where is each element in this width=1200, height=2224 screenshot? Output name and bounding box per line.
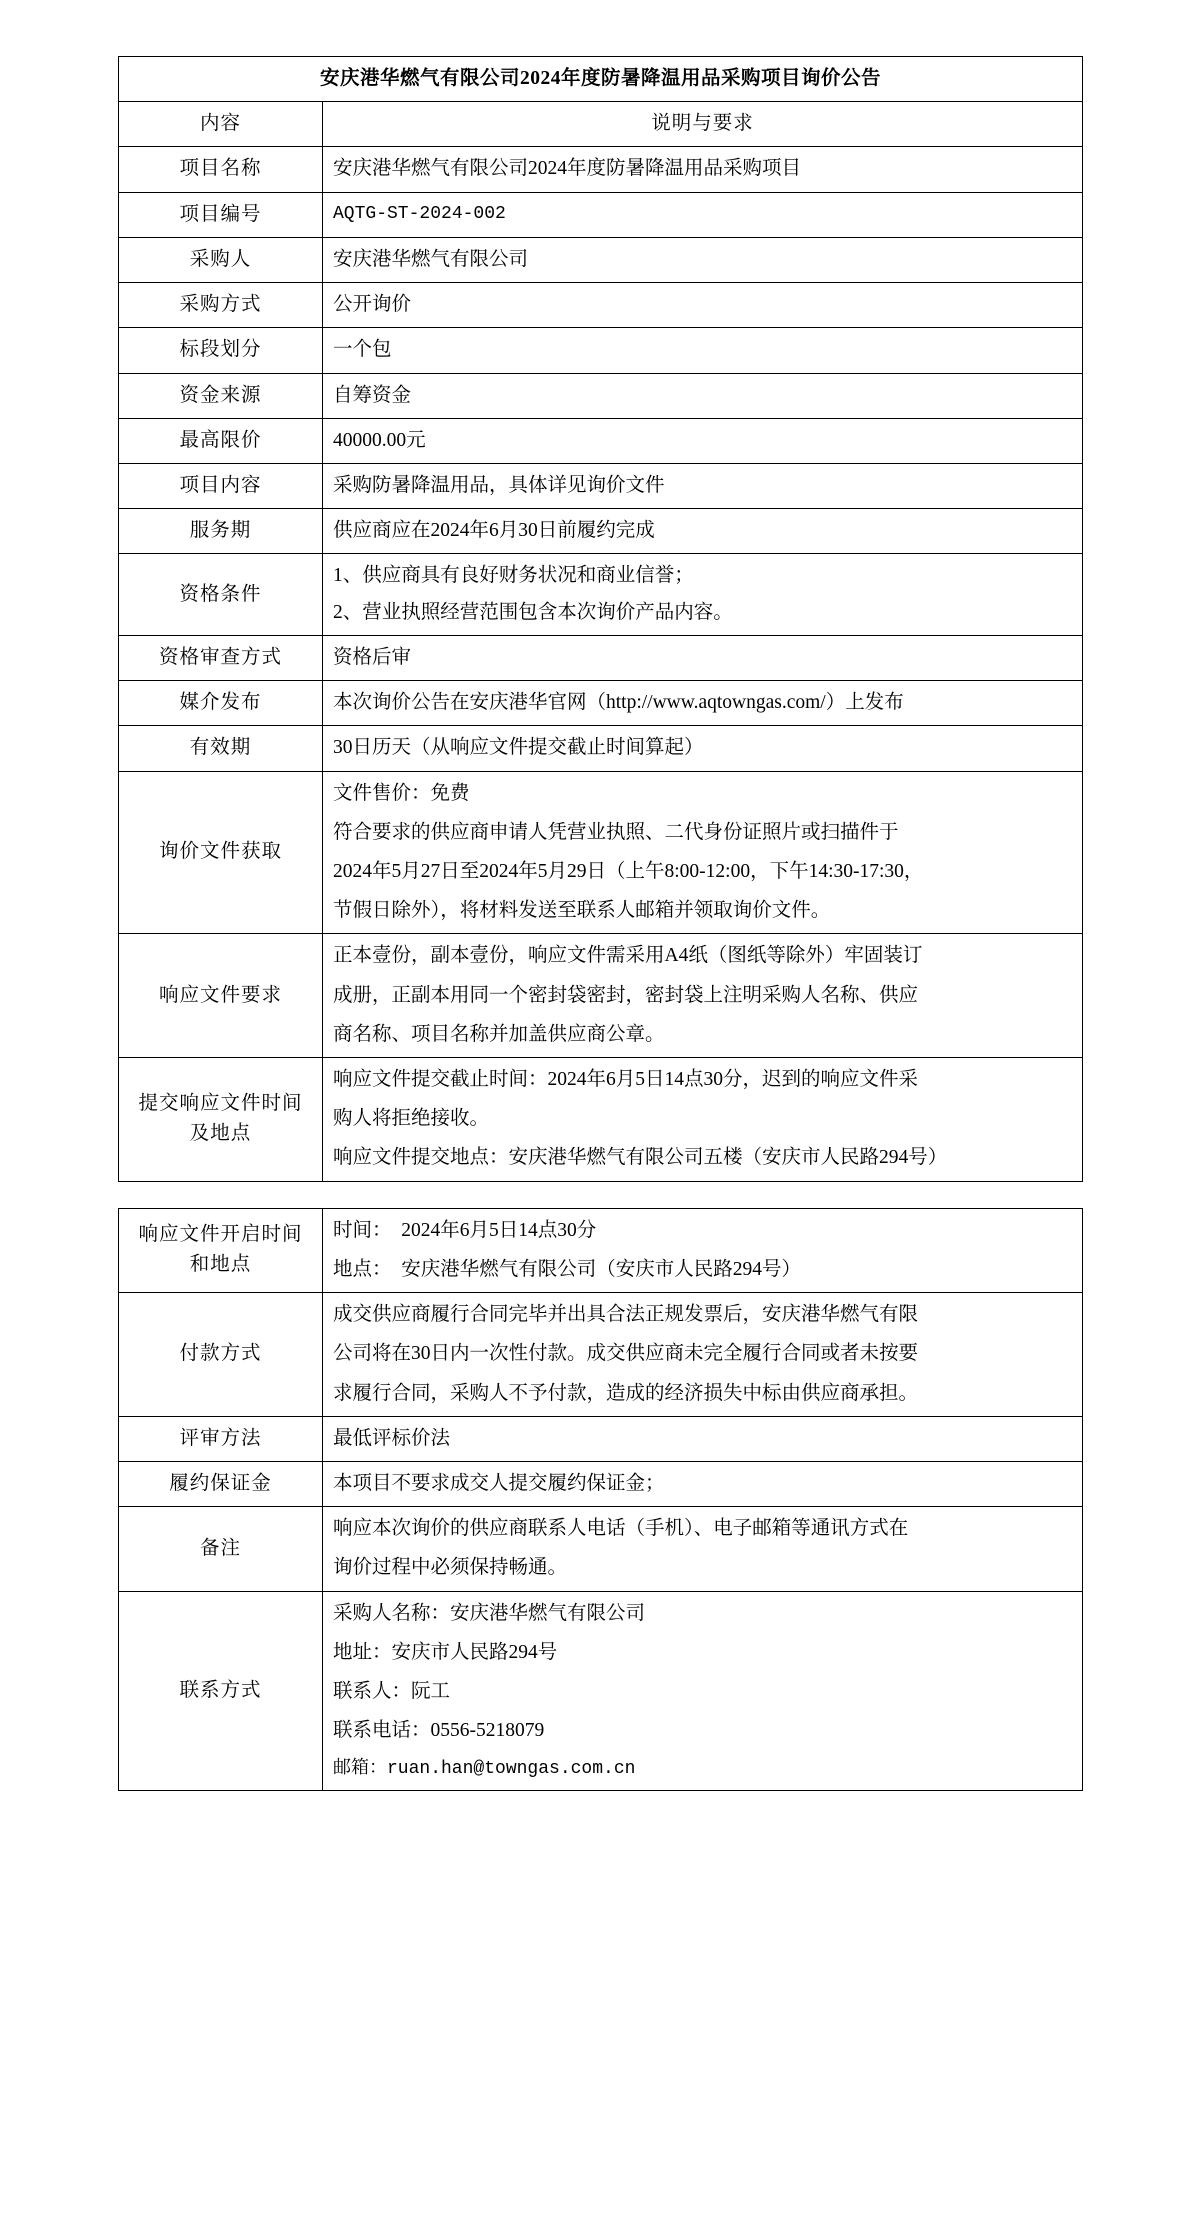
row-value xyxy=(323,192,1083,237)
row-value-line: 节假日除外），将材料发送至联系人邮箱并领取询价文件。 xyxy=(333,900,831,922)
row-value-line: 时间： 2024年6月5日14点30分 xyxy=(333,1219,597,1241)
row-value-line: 供应商应在2024年6月30日前履约完成 xyxy=(333,520,655,542)
row-value xyxy=(323,147,1083,192)
row-label: 项目编号 xyxy=(119,192,323,237)
row-value xyxy=(323,681,1083,726)
table-row-title xyxy=(119,57,1083,102)
table-gap xyxy=(118,1182,1082,1208)
table-row-header xyxy=(119,102,1083,147)
table-row xyxy=(119,237,1083,282)
row-label: 资金来源 xyxy=(119,373,323,418)
row-value-line: 40000.00元 xyxy=(333,429,426,451)
row-value-line: AQTG-ST-2024-002 xyxy=(333,203,506,224)
column-header-content: 内容 xyxy=(119,102,323,147)
table-row xyxy=(119,1462,1083,1507)
row-value-line: 商名称、项目名称并加盖供应商公章。 xyxy=(333,1023,665,1045)
row-label: 付款方式 xyxy=(119,1293,323,1417)
row-value-line: 联系电话：0556-5218079 xyxy=(333,1720,545,1742)
row-label: 响应文件要求 xyxy=(119,934,323,1058)
announcement-table-continued xyxy=(118,1208,1083,1792)
table-row xyxy=(119,463,1083,508)
row-value xyxy=(323,509,1083,554)
row-value-line: 公司将在30日内一次性付款。成交供应商未完全履行合同或者未按要 xyxy=(333,1343,919,1365)
row-value xyxy=(323,1208,1083,1292)
table-row xyxy=(119,681,1083,726)
row-value xyxy=(323,237,1083,282)
row-value-line: 响应文件提交截止时间：2024年6月5日14点30分，迟到的响应文件采 xyxy=(333,1069,919,1091)
row-value-line: 公开询价 xyxy=(333,294,412,316)
row-label: 采购方式 xyxy=(119,283,323,328)
row-value-line: 1、供应商具有良好财务状况和商业信誉； xyxy=(333,565,694,587)
row-label: 响应文件开启时间和地点 xyxy=(119,1208,323,1292)
row-value xyxy=(323,1507,1083,1591)
row-label: 联系方式 xyxy=(119,1591,323,1791)
table-row xyxy=(119,147,1083,192)
row-value xyxy=(323,463,1083,508)
row-value xyxy=(323,373,1083,418)
row-label: 服务期 xyxy=(119,509,323,554)
table-row xyxy=(119,1058,1083,1182)
row-value xyxy=(323,1058,1083,1182)
row-value-line: 资格后审 xyxy=(333,646,412,668)
table-row xyxy=(119,1416,1083,1461)
row-label: 有效期 xyxy=(119,726,323,771)
row-label: 提交响应文件时间及地点 xyxy=(119,1058,323,1182)
table-row xyxy=(119,771,1083,934)
table-row xyxy=(119,635,1083,680)
table-row xyxy=(119,1507,1083,1591)
row-value-line: 成册，正副本用同一个密封袋密封，密封袋上注明采购人名称、供应 xyxy=(333,984,919,1006)
table-row xyxy=(119,283,1083,328)
table-row xyxy=(119,554,1083,635)
row-value-line: 正本壹份，副本壹份，响应文件需采用A4纸（图纸等除外）牢固装订 xyxy=(333,945,923,967)
table-row xyxy=(119,418,1083,463)
row-label: 履约保证金 xyxy=(119,1462,323,1507)
row-label: 媒介发布 xyxy=(119,681,323,726)
row-value-line: 文件售价：免费 xyxy=(333,782,470,804)
row-label: 项目内容 xyxy=(119,463,323,508)
row-value-line: 购人将拒绝接收。 xyxy=(333,1108,490,1130)
row-value-line: 采购人名称：安庆港华燃气有限公司 xyxy=(333,1602,646,1624)
row-value xyxy=(323,1591,1083,1791)
row-value xyxy=(323,328,1083,373)
row-label: 备注 xyxy=(119,1507,323,1591)
row-value-line: 30日历天（从响应文件提交截止时间算起） xyxy=(333,737,704,759)
row-value-line: 地点： 安庆港华燃气有限公司（安庆市人民路294号） xyxy=(333,1258,802,1280)
table-row xyxy=(119,509,1083,554)
row-value-line: 2024年5月27日至2024年5月29日（上午8:00-12:00，下午14:30-17:30， xyxy=(333,860,924,882)
row-label: 标段划分 xyxy=(119,328,323,373)
row-value-line: 自筹资金 xyxy=(333,384,412,406)
table-row xyxy=(119,328,1083,373)
row-value-line: 采购防暑降温用品，具体详见询价文件 xyxy=(333,474,665,496)
row-value-line: 一个包 xyxy=(333,339,392,361)
row-value-line: 2、营业执照经营范围包含本次询价产品内容。 xyxy=(333,601,733,623)
table-row xyxy=(119,192,1083,237)
row-value xyxy=(323,283,1083,328)
row-value-line: 询价过程中必须保持畅通。 xyxy=(333,1557,568,1579)
row-label: 评审方法 xyxy=(119,1416,323,1461)
column-header-description: 说明与要求 xyxy=(323,102,1083,147)
row-value xyxy=(323,635,1083,680)
row-value xyxy=(323,771,1083,934)
row-value-line: 成交供应商履行合同完毕并出具合法正规发票后，安庆港华燃气有限 xyxy=(333,1304,919,1326)
row-value-line: 联系人：阮工 xyxy=(333,1681,451,1703)
row-value-line: 符合要求的供应商申请人凭营业执照、二代身份证照片或扫描件于 xyxy=(333,821,899,843)
row-value xyxy=(323,1416,1083,1461)
announcement-table-main xyxy=(118,56,1083,1182)
row-label: 最高限价 xyxy=(119,418,323,463)
row-value-line: 响应本次询价的供应商联系人电话（手机）、电子邮箱等通讯方式在 xyxy=(333,1518,909,1540)
row-label: 项目名称 xyxy=(119,147,323,192)
row-value xyxy=(323,726,1083,771)
table-row xyxy=(119,1208,1083,1292)
row-value-line: 响应文件提交地点：安庆港华燃气有限公司五楼（安庆市人民路294号） xyxy=(333,1147,948,1169)
table-row xyxy=(119,726,1083,771)
row-value-line: 求履行合同，采购人不予付款，造成的经济损失中标由供应商承担。 xyxy=(333,1382,919,1404)
row-label: 资格条件 xyxy=(119,554,323,635)
row-value xyxy=(323,934,1083,1058)
row-value-line: 安庆港华燃气有限公司2024年度防暑降温用品采购项目 xyxy=(333,158,802,180)
table-row xyxy=(119,1293,1083,1417)
table-row xyxy=(119,373,1083,418)
row-value-line: 安庆港华燃气有限公司 xyxy=(333,248,529,270)
page-title: 安庆港华燃气有限公司2024年度防暑降温用品采购项目询价公告 xyxy=(119,57,1083,102)
table-row xyxy=(119,934,1083,1058)
row-value xyxy=(323,418,1083,463)
table-row xyxy=(119,1591,1083,1791)
row-value xyxy=(323,1462,1083,1507)
row-value-line-email: 邮箱：ruan.han@towngas.com.cn xyxy=(333,1758,636,1779)
row-value-line: 最低评标价法 xyxy=(333,1427,451,1449)
row-value-line: 本次询价公告在安庆港华官网（http://www.aqtowngas.com/）上发布 xyxy=(333,692,904,714)
row-label: 采购人 xyxy=(119,237,323,282)
row-label: 询价文件获取 xyxy=(119,771,323,934)
row-value xyxy=(323,1293,1083,1417)
row-value-line: 地址：安庆市人民路294号 xyxy=(333,1641,558,1663)
row-label: 资格审查方式 xyxy=(119,635,323,680)
row-value-line: 本项目不要求成交人提交履约保证金； xyxy=(333,1473,665,1494)
row-value xyxy=(323,554,1083,635)
